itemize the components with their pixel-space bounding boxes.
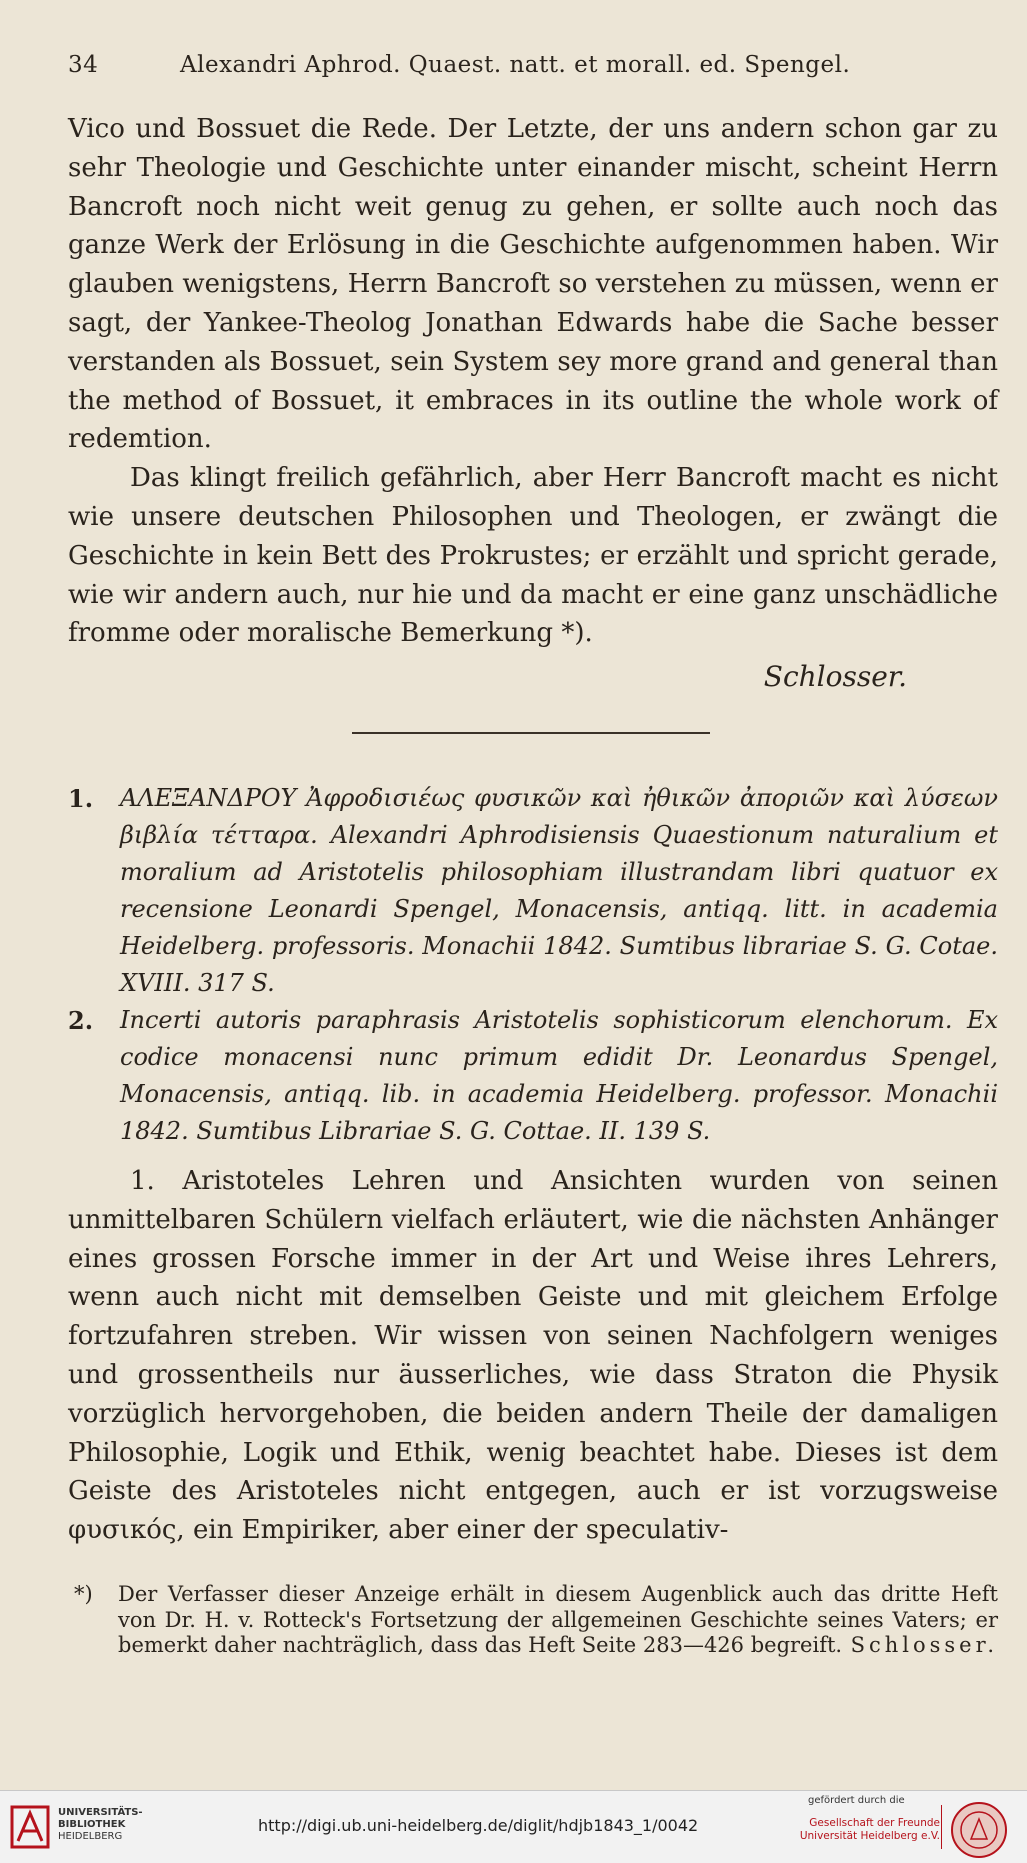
- paragraph: 1. Aristoteles Lehren und Ansichten wurden von seinen unmittelbaren Schülern vielfach erläutert, wie die nächsten Anhänger eines grossen Forsche immer in der Art und Weise ihres Lehrers, wenn auch nicht mit demselben Geiste und mit gleichem Erfolge fortzufahren streben. Wir wissen von seinen Nachfolgern weniges und grossentheils nur äusserliches, wie dass Straton die Physik vorzüglich hervorgehoben, die beiden andern Theile der damaligen Philosophie, Logik und Ethik, wenig beachtet habe. Dieses ist dem Geiste des Aristoteles nicht entgegen, auch er ist vorzugsweise φυσικός, ein Empiriker, aber einer der speculativ-: [68, 1166, 998, 1546]
- sponsor-label: gefördert durch die: [808, 1795, 905, 1806]
- footnote-signature: Schlosser.: [850, 1633, 998, 1657]
- university-seal-icon: [950, 1801, 1008, 1859]
- permalink-url[interactable]: http://digi.ub.uni-heidelberg.de/diglit/hdjb1843_1/0042: [258, 1816, 699, 1835]
- library-logo-icon: [10, 1805, 50, 1849]
- bibliography-entry: [68, 1002, 998, 1150]
- bibliography-entry: [68, 780, 998, 1002]
- footnote-mark: *): [74, 1582, 93, 1606]
- entry-text: ΑΛΕΞΑΝΔΡΟΥ Ἀφροδισιέως φυσικῶν καὶ ἠθικῶν ἀποριῶν καὶ λύσεων βιβλία τέτταρα. Alexandri Aphrodisiensis Quaestionum naturalium et moralium ad Aristotelis philosophiam illustrandam libri quatuor ex recensione Leonardi Spengel, Monacensis, antiqq. litt. in academia Heidelberg. professoris. Monachii 1842. Sumtibus librariae S. G. Cotae. XVIII. 317 S.: [120, 784, 998, 997]
- page-number: 34: [68, 52, 99, 78]
- footer-divider: [941, 1805, 942, 1849]
- review-signature: Schlosser.: [763, 660, 907, 693]
- entry-text: Incerti autoris paraphrasis Aristotelis sophisticorum elenchorum. Ex codice monacensi nunc primum edidit Dr. Leonardus Spengel, Monacensis, antiqq. lib. in academia Heidelberg. professor. Monachii 1842. Sumtibus Librariae S. G. Cottae. II. 139 S.: [120, 1006, 998, 1145]
- body-text-top: [68, 110, 998, 653]
- paragraph: Das klingt freilich gefährlich, aber Herr Bancroft macht es nicht wie unsere deutschen Philosophen und Theologen, er zwängt die Geschichte in kein Bett des Prokrustes; er erzählt und spricht gerade, wie wir andern auch, nur hie und da macht er eine ganz unschädliche fromme oder moralische Bemerkung *).: [68, 463, 998, 649]
- viewer-footer-bar: [0, 1790, 1027, 1863]
- paragraph: Vico und Bossuet die Rede. Der Letzte, der uns andern schon gar zu sehr Theologie und Geschichte unter einander mischt, scheint Herrn Bancroft noch nicht weit genug zu gehen, er sollte auch noch das ganze Werk der Erlösung in die Geschichte aufgenommen haben. Wir glauben wenigstens, Herrn Bancroft so verstehen zu müssen, wenn er sagt, der Yankee-Theolog Jonathan Edwards habe die Sache besser verstanden als Bossuet, sein System sey more grand and general than the method of Bossuet, it embraces in its outline the whole work of redemtion.: [68, 114, 998, 455]
- entry-number: 2.: [68, 1006, 94, 1035]
- running-title: Alexandri Aphrod. Quaest. natt. et morall. ed. Spengel.: [180, 52, 851, 78]
- library-name: UNIVERSITÄTS- BIBLIOTHEK HEIDELBERG: [58, 1807, 143, 1842]
- footnote-text: Der Verfasser dieser Anzeige erhält in diesem Augenblick auch das dritte Heft von Dr. H. v. Rotteck's Fortsetzung der allgemeinen Geschichte seines Vaters; er bemerkt daher nachträglich, dass das Heft Seite 283—426 begreift.: [118, 1582, 998, 1657]
- sponsor-name: Gesellschaft der Freunde Universität Heidelberg e.V.: [799, 1817, 940, 1842]
- section-divider: [352, 732, 710, 734]
- footnote: [68, 1582, 998, 1659]
- entry-number: 1.: [68, 784, 94, 813]
- body-text-section: [68, 1162, 998, 1550]
